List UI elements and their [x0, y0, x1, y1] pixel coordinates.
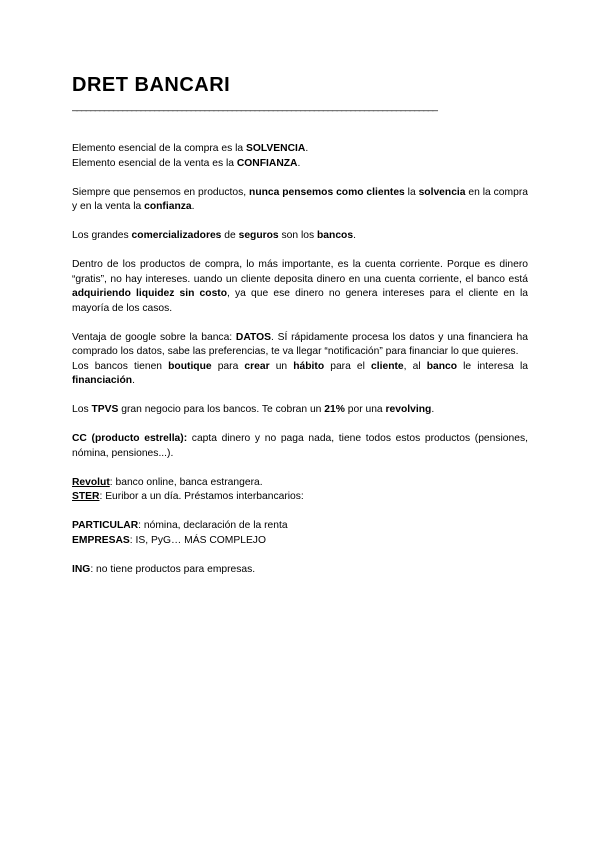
line-solvencia: Elemento esencial de la compra es la SOLVENCIA.	[72, 143, 309, 154]
document-content	[72, 72, 528, 577]
paragraph-cuenta-corriente: Dentro de los productos de compra, lo más importante, es la cuenta corriente. Porque es dinero “gratis”, no hay intereses. uando un cliente deposita dinero en una cuenta corriente, el banco está adquiriendo liquidez sin costo, ya que ese dinero no genera intereses para el cliente en la mayoría de los casos.	[72, 259, 528, 314]
paragraph-tpvs: Los TPVS gran negocio para los bancos. Te cobran un 21% por una revolving.	[72, 404, 435, 415]
paragraph-cc: CC (producto estrella): capta dinero y no paga nada, tiene todos estos productos (pensiones, nómina, pensiones...).	[72, 433, 528, 459]
line-ing: ING: no tiene productos para empresas.	[72, 563, 256, 575]
line-confianza: Elemento esencial de la venta es la CONFIANZA.	[72, 157, 301, 169]
line-ster: STER: Euribor a un día. Préstamos interbancarios:	[72, 491, 304, 502]
title-underline: ________________________________________________________________________________	[72, 102, 437, 112]
line-particular: PARTICULAR: nómina, declaración de la renta	[72, 520, 288, 531]
document-body	[72, 142, 528, 577]
line-revolut: Revolut: banco online, banca estrangera.	[72, 476, 263, 488]
paragraph-boutique: Los bancos tienen boutique para crear un hábito para el cliente, al banco le interesa la financiación.	[72, 360, 528, 386]
paragraph-google: Ventaja de google sobre la banca: DATOS. SÍ rápidamente procesa los datos y una financiera ha comprado los datos, sabe las preferencias, te va llegar “notificación” para financiar lo que quieres.	[72, 331, 528, 357]
paragraph-siempre: Siempre que pensemos en productos, nunca pensemos como clientes la solvencia en la compra y en la venta la confianza.	[72, 186, 528, 212]
paragraph-grandes: Los grandes comercializadores de seguros son los bancos.	[72, 230, 356, 241]
page-title: DRET BANCARI	[72, 74, 231, 96]
line-empresas: EMPRESAS: IS, PyG… MÁS COMPLEJO	[72, 534, 266, 546]
